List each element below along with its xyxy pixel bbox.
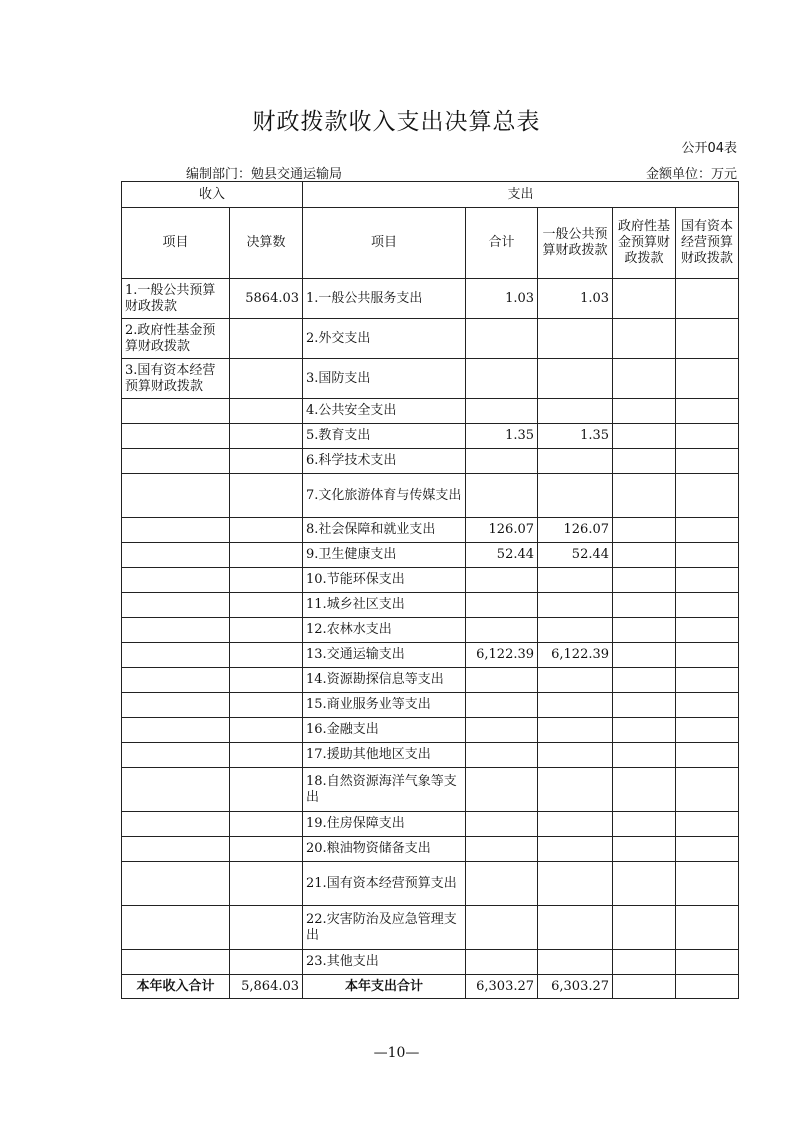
- expense-gov-cell: [613, 593, 676, 618]
- expense-state-cell: [676, 359, 739, 399]
- income-amount: [230, 319, 303, 359]
- expense-total-cell: [466, 812, 538, 837]
- expense-item: 23.其他支出: [303, 950, 466, 975]
- expense-item: 5.教育支出: [303, 424, 466, 449]
- expense-total-cell: [466, 743, 538, 768]
- expense-state-cell: [676, 718, 739, 743]
- col-state-capital: 国有资本经营预算财政拨款: [676, 208, 739, 279]
- expense-general-cell: [538, 568, 613, 593]
- income-amount: [230, 768, 303, 812]
- expense-gov-cell: [613, 906, 676, 950]
- expense-state-cell: [676, 474, 739, 518]
- income-item: [122, 593, 230, 618]
- expense-total-cell: 52.44: [466, 543, 538, 568]
- expense-general-cell: [538, 593, 613, 618]
- income-header: 收入: [122, 182, 303, 208]
- expense-gov-cell: [613, 474, 676, 518]
- expense-item: 6.科学技术支出: [303, 449, 466, 474]
- income-item: [122, 543, 230, 568]
- expense-item: 3.国防支出: [303, 359, 466, 399]
- expense-gov-cell: [613, 718, 676, 743]
- expense-state-cell: [676, 279, 739, 319]
- col-total: 合计: [466, 208, 538, 279]
- income-item: [122, 568, 230, 593]
- income-item: [122, 474, 230, 518]
- expense-state-cell: [676, 743, 739, 768]
- expense-total-cell: [466, 768, 538, 812]
- income-amount: [230, 399, 303, 424]
- income-amount: [230, 518, 303, 543]
- expense-general-cell: [538, 668, 613, 693]
- expense-item: 21.国有资本经营预算支出: [303, 862, 466, 906]
- expense-item: 18.自然资源海洋气象等支出: [303, 768, 466, 812]
- expense-gov-cell: [613, 279, 676, 319]
- expense-item: 17.援助其他地区支出: [303, 743, 466, 768]
- expense-state-cell: [676, 568, 739, 593]
- table-row: [122, 319, 739, 359]
- expense-total-cell: [466, 862, 538, 906]
- totals-row: [122, 975, 739, 999]
- expense-gov-cell: [613, 518, 676, 543]
- income-item: [122, 449, 230, 474]
- table-row: [122, 668, 739, 693]
- expense-state-cell: [676, 668, 739, 693]
- expense-general-cell: [538, 399, 613, 424]
- expense-item: 12.农林水支出: [303, 618, 466, 643]
- expense-gov-cell: [613, 449, 676, 474]
- expense-total-cell: [466, 474, 538, 518]
- expense-gov-cell: [613, 693, 676, 718]
- expense-general-cell: 1.03: [538, 279, 613, 319]
- expense-general-cell: 126.07: [538, 518, 613, 543]
- col-income-amount: 决算数: [230, 208, 303, 279]
- table-row: [122, 279, 739, 319]
- expense-general-cell: [538, 449, 613, 474]
- col-general: 一般公共预算财政拨款: [538, 208, 613, 279]
- expense-general-cell: [538, 618, 613, 643]
- expense-total-cell: 1.03: [466, 279, 538, 319]
- expense-total-cell: [466, 693, 538, 718]
- income-amount: [230, 568, 303, 593]
- expense-state-cell: [676, 768, 739, 812]
- table-row: [122, 424, 739, 449]
- expense-general-cell: [538, 837, 613, 862]
- table-row: [122, 693, 739, 718]
- expense-general-cell: [538, 950, 613, 975]
- expense-item: 10.节能环保支出: [303, 568, 466, 593]
- table-row: [122, 743, 739, 768]
- expense-item: 22.灾害防治及应急管理支出: [303, 906, 466, 950]
- expense-general-cell: 52.44: [538, 543, 613, 568]
- col-expense-item: 项目: [303, 208, 466, 279]
- table-row: [122, 359, 739, 399]
- page-number: —10—: [373, 1045, 420, 1061]
- expense-state-cell: [676, 319, 739, 359]
- expense-total-cell: [466, 618, 538, 643]
- expense-general-cell: 1.35: [538, 424, 613, 449]
- income-amount: [230, 906, 303, 950]
- income-amount: [230, 474, 303, 518]
- income-item: [122, 862, 230, 906]
- income-item: [122, 906, 230, 950]
- expense-total-cell: [466, 593, 538, 618]
- expense-state-cell: [676, 618, 739, 643]
- expense-gov-cell: [613, 618, 676, 643]
- page-title: 财政拨款收入支出决算总表: [252, 109, 541, 135]
- expense-header: 支出: [303, 182, 739, 208]
- income-item: [122, 518, 230, 543]
- table-row: [122, 543, 739, 568]
- expense-total-cell: [466, 950, 538, 975]
- income-item: [122, 668, 230, 693]
- expense-gov-cell: [613, 862, 676, 906]
- expense-state-cell: [676, 693, 739, 718]
- expense-item: 14.资源勘探信息等支出: [303, 668, 466, 693]
- expense-total-cell: [466, 359, 538, 399]
- expense-state-cell: [676, 906, 739, 950]
- income-amount: [230, 359, 303, 399]
- expense-total-cell: [466, 718, 538, 743]
- expense-state-cell: [676, 424, 739, 449]
- expense-gov-cell: [613, 950, 676, 975]
- expense-item: 13.交通运输支出: [303, 643, 466, 668]
- income-item: [122, 693, 230, 718]
- income-amount: [230, 693, 303, 718]
- expense-general-cell: 6,122.39: [538, 643, 613, 668]
- expense-item: 11.城乡社区支出: [303, 593, 466, 618]
- table-row: [122, 768, 739, 812]
- expense-item: 16.金融支出: [303, 718, 466, 743]
- expense-gov-total: [613, 975, 676, 999]
- expense-state-total: [676, 975, 739, 999]
- expense-state-cell: [676, 950, 739, 975]
- income-item: [122, 718, 230, 743]
- income-item: 2.政府性基金预算财政拨款: [122, 319, 230, 359]
- expense-item: 19.住房保障支出: [303, 812, 466, 837]
- income-amount: [230, 449, 303, 474]
- header-row-group: [122, 182, 739, 208]
- income-total-label: 本年收入合计: [122, 975, 230, 999]
- table-row: [122, 518, 739, 543]
- expense-gov-cell: [613, 812, 676, 837]
- expense-gov-cell: [613, 424, 676, 449]
- expense-item: 9.卫生健康支出: [303, 543, 466, 568]
- income-item: 1.一般公共预算财政拨款: [122, 279, 230, 319]
- expense-general-cell: [538, 812, 613, 837]
- income-total-amount: 5,864.03: [230, 975, 303, 999]
- expense-item: 7.文化旅游体育与传媒支出: [303, 474, 466, 518]
- income-amount: [230, 743, 303, 768]
- table-row: [122, 449, 739, 474]
- expense-item: 15.商业服务业等支出: [303, 693, 466, 718]
- table-row: [122, 593, 739, 618]
- income-item: 3.国有资本经营预算财政拨款: [122, 359, 230, 399]
- income-item: [122, 950, 230, 975]
- expense-gov-cell: [613, 568, 676, 593]
- expense-item: 4.公共安全支出: [303, 399, 466, 424]
- expense-gov-cell: [613, 359, 676, 399]
- expense-gov-cell: [613, 399, 676, 424]
- expense-state-cell: [676, 643, 739, 668]
- income-amount: [230, 643, 303, 668]
- table-row: [122, 643, 739, 668]
- expense-general-cell: [538, 474, 613, 518]
- expense-total-cell: [466, 568, 538, 593]
- table-row: [122, 837, 739, 862]
- header-row-columns: [122, 208, 739, 279]
- expense-general-cell: [538, 906, 613, 950]
- table-row: [122, 906, 739, 950]
- col-gov-fund: 政府性基金预算财政拨款: [613, 208, 676, 279]
- income-amount: [230, 668, 303, 693]
- expense-gov-cell: [613, 643, 676, 668]
- expense-general-cell: [538, 319, 613, 359]
- table-row: [122, 618, 739, 643]
- income-amount: 5864.03: [230, 279, 303, 319]
- expense-gov-cell: [613, 768, 676, 812]
- table-row: [122, 950, 739, 975]
- income-item: [122, 643, 230, 668]
- table-row: [122, 399, 739, 424]
- expense-total-cell: 1.35: [466, 424, 538, 449]
- expense-general-cell: [538, 743, 613, 768]
- expense-general-cell: [538, 359, 613, 399]
- income-item: [122, 618, 230, 643]
- expense-total-cell: [466, 449, 538, 474]
- expense-general-cell: [538, 693, 613, 718]
- department-label: 编制部门：勉县交通运输局: [186, 167, 343, 182]
- income-item: [122, 837, 230, 862]
- expense-total-cell: [466, 399, 538, 424]
- expense-item: 20.粮油物资储备支出: [303, 837, 466, 862]
- expense-general-cell: [538, 718, 613, 743]
- table-row: [122, 474, 739, 518]
- expense-state-cell: [676, 837, 739, 862]
- unit-label: 金额单位：万元: [645, 167, 737, 182]
- col-income-item: 项目: [122, 208, 230, 279]
- financial-table: [121, 181, 739, 999]
- income-item: [122, 812, 230, 837]
- income-item: [122, 399, 230, 424]
- expense-gov-cell: [613, 668, 676, 693]
- expense-gov-cell: [613, 319, 676, 359]
- expense-total-cell: 6,122.39: [466, 643, 538, 668]
- income-amount: [230, 718, 303, 743]
- expense-item: 1.一般公共服务支出: [303, 279, 466, 319]
- expense-total-cell: [466, 668, 538, 693]
- expense-total-cell: [466, 906, 538, 950]
- income-amount: [230, 837, 303, 862]
- expense-state-cell: [676, 399, 739, 424]
- expense-gov-cell: [613, 743, 676, 768]
- expense-item: 2.外交支出: [303, 319, 466, 359]
- expense-state-cell: [676, 449, 739, 474]
- expense-total-cell: [466, 319, 538, 359]
- table-row: [122, 568, 739, 593]
- expense-state-cell: [676, 812, 739, 837]
- income-item: [122, 743, 230, 768]
- expense-total-cell: [466, 837, 538, 862]
- expense-state-cell: [676, 862, 739, 906]
- income-item: [122, 424, 230, 449]
- expense-total: 6,303.27: [466, 975, 538, 999]
- expense-gov-cell: [613, 837, 676, 862]
- expense-item: 8.社会保障和就业支出: [303, 518, 466, 543]
- income-amount: [230, 593, 303, 618]
- table-code: 公开04表: [681, 141, 737, 156]
- expense-state-cell: [676, 593, 739, 618]
- table-row: [122, 718, 739, 743]
- expense-total-label: 本年支出合计: [303, 975, 466, 999]
- expense-general-total: 6,303.27: [538, 975, 613, 999]
- expense-general-cell: [538, 768, 613, 812]
- income-amount: [230, 950, 303, 975]
- expense-general-cell: [538, 862, 613, 906]
- table-row: [122, 812, 739, 837]
- expense-state-cell: [676, 518, 739, 543]
- expense-total-cell: 126.07: [466, 518, 538, 543]
- expense-state-cell: [676, 543, 739, 568]
- income-amount: [230, 424, 303, 449]
- expense-gov-cell: [613, 543, 676, 568]
- table-row: [122, 862, 739, 906]
- income-amount: [230, 812, 303, 837]
- income-amount: [230, 862, 303, 906]
- income-item: [122, 768, 230, 812]
- income-amount: [230, 543, 303, 568]
- income-amount: [230, 618, 303, 643]
